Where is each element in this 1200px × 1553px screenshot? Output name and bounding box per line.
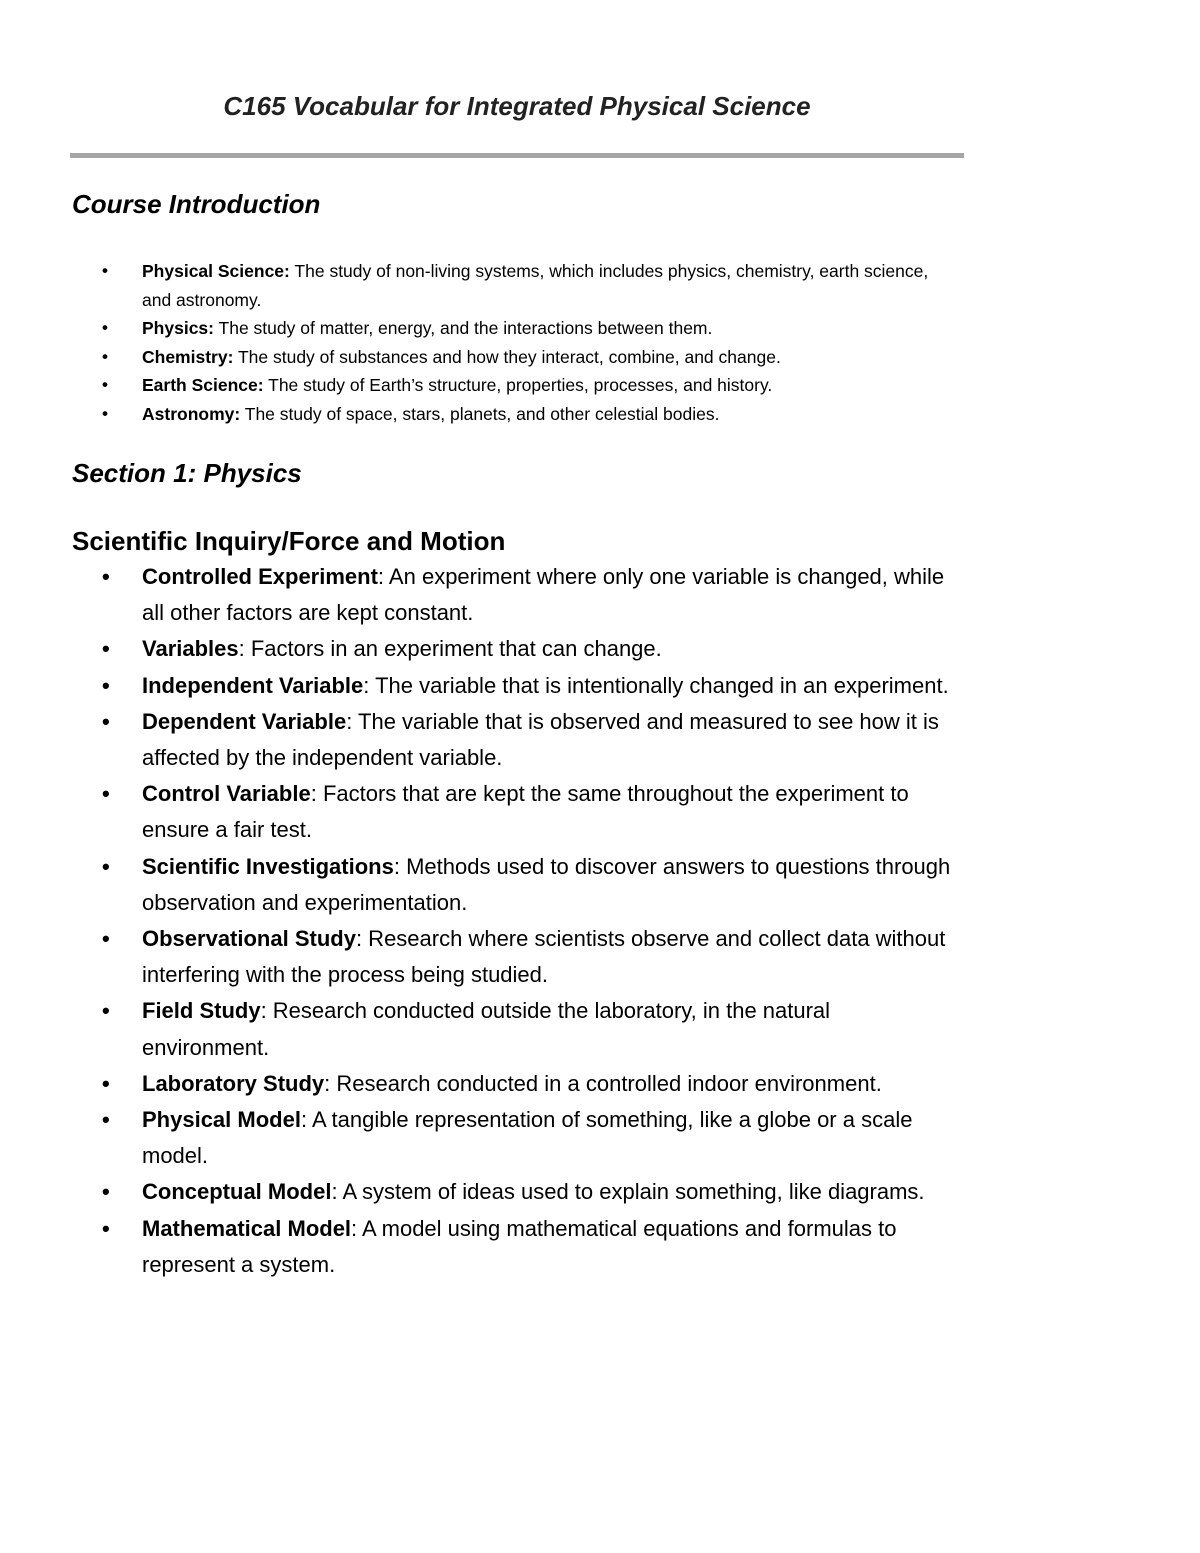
- term-label: Variables: [142, 636, 239, 662]
- bullet-icon: •: [102, 1107, 110, 1133]
- term-definition: : Methods used to discover answers to questions through observation and experimentation.: [142, 853, 951, 915]
- term-definition: : A system of ideas used to explain something, like diagrams.: [331, 1179, 925, 1205]
- term-label: Dependent Variable: [142, 708, 347, 734]
- bullet-icon: •: [102, 708, 110, 734]
- term-definition: : The variable that is intentionally changed in an experiment.: [363, 672, 949, 698]
- document-title: C165 Vocabular for Integrated Physical Science: [223, 91, 811, 121]
- term-definition: The study of non-living systems, which includes physics, chemistry, earth science, and astronomy.: [142, 261, 929, 310]
- bullet-icon: •: [102, 998, 110, 1024]
- bullet-icon: •: [102, 318, 108, 338]
- term-label: Control Variable: [142, 781, 311, 807]
- term-definition: : The variable that is observed and measured to see how it is affected by the independent variable.: [142, 708, 939, 771]
- list-item: [0, 849, 952, 921]
- term-definition: : A tangible representation of something, like a globe or a scale model.: [142, 1107, 913, 1169]
- term-label: Physical Science:: [142, 261, 290, 281]
- term-definition: : Factors that are kept the same throughout the experiment to ensure a fair test.: [142, 781, 909, 843]
- list-item: [0, 400, 942, 429]
- term-definition: : An experiment where only one variable is changed, while all other factors are kept constant.: [142, 564, 945, 626]
- course-introduction-list: [0, 257, 942, 429]
- list-item: [0, 1174, 952, 1210]
- list-item: [0, 314, 942, 343]
- bullet-icon: •: [102, 261, 108, 280]
- section-1-subheading: Scientific Inquiry/Force and Motion: [72, 526, 506, 556]
- list-item: [0, 1102, 952, 1174]
- term-definition: The study of Earth’s structure, properties, processes, and history.: [263, 375, 773, 396]
- term-label: Scientific Investigations: [142, 853, 394, 879]
- list-item: [0, 921, 952, 993]
- term-definition: : Research where scientists observe and collect data without interfering with the process being studied.: [142, 926, 946, 988]
- bullet-icon: •: [102, 781, 110, 807]
- term-label: Observational Study: [142, 926, 356, 952]
- term-definition: : Factors in an experiment that can change.: [238, 636, 662, 662]
- bullet-icon: •: [102, 1179, 110, 1205]
- list-item: [0, 1066, 952, 1102]
- section-1-heading: Section 1: Physics: [72, 458, 302, 488]
- term-definition: : A model using mathematical equations and formulas to represent a system.: [142, 1215, 897, 1277]
- bullet-icon: •: [102, 1215, 110, 1241]
- term-label: Independent Variable: [142, 672, 364, 698]
- term-label: Physical Model: [142, 1107, 301, 1133]
- bullet-icon: •: [102, 672, 110, 698]
- list-item: [0, 631, 952, 667]
- term-label: Astronomy:: [142, 403, 241, 424]
- bullet-icon: •: [102, 375, 108, 395]
- list-item: [0, 1211, 952, 1283]
- term-definition: : Research conducted in a controlled indoor environment.: [324, 1070, 882, 1096]
- bullet-icon: •: [102, 564, 110, 589]
- term-definition: The study of space, stars, planets, and other celestial bodies.: [240, 403, 720, 424]
- term-label: Laboratory Study: [142, 1070, 325, 1096]
- list-item: [0, 993, 952, 1065]
- bullet-icon: •: [102, 853, 110, 879]
- list-item: [0, 704, 952, 776]
- bullet-icon: •: [102, 1070, 110, 1096]
- term-label: Conceptual Model: [142, 1179, 332, 1205]
- bullet-icon: •: [102, 636, 110, 662]
- term-label: Physics:: [142, 318, 214, 339]
- list-item: [0, 559, 952, 631]
- term-label: Chemistry:: [142, 346, 234, 367]
- list-item: [0, 371, 942, 400]
- bullet-icon: •: [102, 403, 108, 423]
- list-item: [0, 343, 942, 372]
- term-label: Controlled Experiment: [142, 564, 378, 589]
- term-label: Earth Science:: [142, 375, 264, 396]
- term-label: Field Study: [142, 998, 261, 1024]
- term-label: Mathematical Model: [142, 1215, 352, 1241]
- term-definition: The study of substances and how they interact, combine, and change.: [233, 346, 781, 367]
- term-definition: The study of matter, energy, and the interactions between them.: [213, 318, 713, 339]
- list-item: [0, 776, 952, 848]
- list-item: [0, 668, 952, 704]
- title-divider: [70, 153, 964, 158]
- bullet-icon: •: [102, 346, 108, 366]
- bullet-icon: •: [102, 926, 110, 952]
- list-item: [0, 257, 942, 314]
- section-1-term-list: [0, 559, 952, 1283]
- course-introduction-heading: Course Introduction: [72, 189, 321, 219]
- term-definition: : Research conducted outside the laboratory, in the natural environment.: [142, 998, 831, 1060]
